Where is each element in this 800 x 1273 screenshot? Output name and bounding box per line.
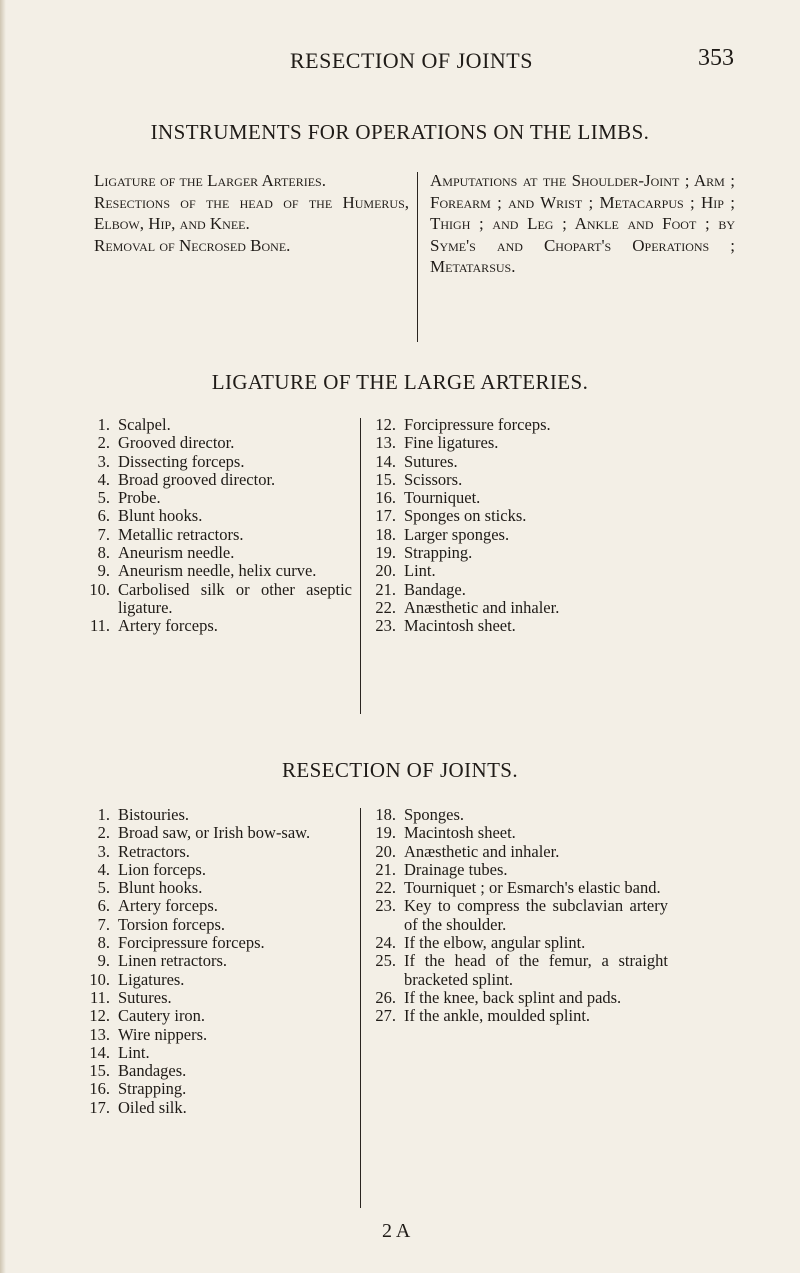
item-text: Metallic retractors. [118, 524, 244, 544]
list-item [82, 1080, 354, 1098]
list-item [82, 843, 354, 861]
list-item [82, 471, 352, 489]
item-text: Sponges on sticks. [404, 506, 527, 526]
item-text: Cautery iron. [118, 1006, 206, 1026]
list-item [82, 879, 354, 897]
item-number: 25. [375, 951, 396, 971]
item-number: 16. [375, 488, 396, 508]
ligature-list-left [82, 416, 352, 636]
item-number: 6. [97, 506, 110, 526]
list-item [368, 489, 648, 507]
list-item [368, 544, 648, 562]
column-divider [360, 418, 361, 714]
item-text: Strapping. [404, 543, 473, 563]
resection-list-left [82, 806, 354, 1117]
item-text: Artery forceps. [118, 896, 218, 916]
item-text: Anæsthetic and inhaler. [404, 597, 560, 617]
list-item [82, 916, 354, 934]
contents-entry: Resections of the head of the Humerus, Elbow, Hip, and Knee. [94, 192, 409, 233]
item-number: 2. [97, 823, 110, 843]
item-number: 21. [375, 579, 396, 599]
item-number: 7. [97, 524, 110, 544]
page-number: 353 [698, 45, 734, 71]
item-text: Strapping. [118, 1079, 187, 1099]
column-divider [360, 808, 361, 1208]
item-text: Oiled silk. [118, 1097, 187, 1117]
list-item [368, 434, 648, 452]
item-number: 2. [97, 433, 110, 453]
item-number: 3. [97, 451, 110, 471]
list-item [368, 952, 668, 989]
list-item [82, 861, 354, 879]
contents-left-column [94, 170, 409, 256]
item-number: 10. [89, 969, 110, 989]
list-item [82, 952, 354, 970]
item-text: Scalpel. [118, 415, 171, 434]
item-number: 9. [97, 951, 110, 971]
item-text: Torsion forceps. [118, 914, 225, 934]
list-item [82, 416, 352, 434]
list-item [82, 1026, 354, 1044]
item-text: Probe. [118, 488, 161, 508]
list-item [82, 526, 352, 544]
list-item [82, 544, 352, 562]
list-item [368, 416, 648, 434]
list-item [368, 599, 648, 617]
item-number: 20. [375, 841, 396, 861]
item-text: Artery forceps. [118, 616, 218, 636]
list-item [82, 617, 352, 635]
item-text: Macintosh sheet. [404, 616, 516, 636]
list-item [368, 824, 668, 842]
item-number: 19. [375, 823, 396, 843]
item-number: 14. [89, 1042, 110, 1062]
item-number: 10. [89, 579, 110, 599]
item-text: Sutures. [118, 987, 172, 1007]
item-number: 19. [375, 543, 396, 563]
item-number: 15. [89, 1061, 110, 1081]
item-text: Grooved director. [118, 433, 235, 453]
main-title: INSTRUMENTS FOR OPERATIONS ON THE LIMBS. [150, 120, 650, 144]
item-text: Anæsthetic and inhaler. [404, 841, 560, 861]
item-text: If the ankle, moulded splint. [404, 1006, 591, 1026]
item-number: 17. [89, 1097, 110, 1117]
signature-mark: 2 A [382, 1220, 411, 1242]
item-text: Bandage. [404, 579, 466, 599]
list-item [368, 897, 668, 934]
item-number: 3. [97, 841, 110, 861]
item-number: 9. [97, 561, 110, 581]
item-number: 27. [375, 1006, 396, 1026]
item-text: Bistouries. [118, 805, 190, 824]
item-number: 11. [89, 616, 110, 636]
item-text: Tourniquet ; or Esmarch's elastic band. [404, 878, 661, 898]
item-number: 18. [375, 805, 396, 824]
item-text: Sutures. [404, 451, 458, 471]
item-number: 23. [375, 896, 396, 916]
item-text: Retractors. [118, 841, 190, 861]
list-item [82, 1044, 354, 1062]
item-number: 4. [97, 469, 110, 489]
list-item [368, 861, 668, 879]
item-text: Broad saw, or Irish bow-saw. [118, 823, 311, 843]
item-text: Forcipressure forceps. [118, 933, 265, 953]
item-text: Forcipressure forceps. [404, 415, 551, 434]
item-number: 14. [375, 451, 396, 471]
resection-instrument-list [0, 806, 800, 1216]
item-number: 15. [375, 469, 396, 489]
item-text: Tourniquet. [404, 488, 481, 508]
item-text: Broad grooved director. [118, 469, 276, 489]
contents-entry: Amputations at the Shoulder-Joint ; Arm ; Forearm ; and Wrist ; Metacarpus ; Hip ; Thigh ; and Leg ; Ankle and Foot ; by Syme's and Chopart's Operations ; Metatarsus. [430, 171, 735, 276]
list-item [368, 471, 648, 489]
item-text: Key to compress the subclavian artery of the shoulder. [404, 896, 668, 934]
list-item [368, 617, 648, 635]
contents-block [94, 170, 744, 328]
list-item [368, 989, 668, 1007]
item-text: Drainage tubes. [404, 859, 508, 879]
item-text: Linen retractors. [118, 951, 228, 971]
item-text: Sponges. [404, 805, 465, 824]
list-item [82, 507, 352, 525]
item-number: 18. [375, 524, 396, 544]
item-text: Larger sponges. [404, 524, 510, 544]
section-title-ligature: LIGATURE OF THE LARGE ARTERIES. [211, 370, 589, 394]
item-number: 22. [375, 597, 396, 617]
item-text: Aneurism needle, helix curve. [118, 561, 317, 581]
item-number: 5. [97, 878, 110, 898]
list-item [82, 971, 354, 989]
item-text: Lint. [404, 561, 436, 581]
item-number: 26. [375, 987, 396, 1007]
item-number: 13. [375, 433, 396, 453]
item-text: Blunt hooks. [118, 878, 203, 898]
item-number: 22. [375, 878, 396, 898]
item-text: Aneurism needle. [118, 543, 235, 563]
item-number: 20. [375, 561, 396, 581]
list-item [368, 843, 668, 861]
item-number: 21. [375, 859, 396, 879]
list-item [368, 1007, 668, 1025]
running-head: RESECTION OF JOINTS [290, 48, 533, 73]
list-item [82, 1007, 354, 1025]
list-item [368, 934, 668, 952]
list-item [82, 989, 354, 1007]
item-number: 4. [97, 859, 110, 879]
list-item [82, 806, 354, 824]
item-text: Bandages. [118, 1061, 187, 1081]
ligature-instrument-list [0, 416, 800, 716]
section-title-resection: RESECTION OF JOINTS. [281, 758, 519, 782]
ligature-list-right [368, 416, 648, 636]
item-number: 16. [89, 1079, 110, 1099]
item-text: Fine ligatures. [404, 433, 499, 453]
list-item [82, 434, 352, 452]
item-text: If the head of the femur, a straight bracketed splint. [404, 951, 668, 989]
contents-entry: Removal of Necrosed Bone. [94, 235, 291, 255]
item-number: 1. [97, 805, 110, 824]
item-number: 7. [97, 914, 110, 934]
list-item [82, 581, 352, 618]
item-text: If the knee, back splint and pads. [404, 987, 622, 1007]
item-text: Macintosh sheet. [404, 823, 516, 843]
item-text: Blunt hooks. [118, 506, 203, 526]
item-number: 5. [97, 488, 110, 508]
item-number: 1. [97, 415, 110, 434]
item-number: 23. [375, 616, 396, 636]
item-number: 6. [97, 896, 110, 916]
list-item [82, 562, 352, 580]
item-number: 8. [97, 933, 110, 953]
list-item [82, 1062, 354, 1080]
list-item [82, 489, 352, 507]
item-number: 17. [375, 506, 396, 526]
list-item [368, 879, 668, 897]
item-number: 12. [375, 415, 396, 434]
item-text: Scissors. [404, 469, 463, 489]
item-text: If the elbow, angular splint. [404, 933, 586, 953]
item-number: 12. [89, 1006, 110, 1026]
item-text: Ligatures. [118, 969, 185, 989]
list-item [368, 806, 668, 824]
contents-right-column [430, 170, 735, 278]
item-number: 24. [375, 933, 396, 953]
list-item [82, 1099, 354, 1117]
item-text: Dissecting forceps. [118, 451, 245, 471]
item-number: 13. [89, 1024, 110, 1044]
item-text: Lion forceps. [118, 859, 206, 879]
list-item [368, 507, 648, 525]
list-item [82, 453, 352, 471]
item-text: Carbolised silk or other aseptic ligature. [118, 579, 352, 617]
item-number: 11. [89, 987, 110, 1007]
list-item [368, 562, 648, 580]
list-item [82, 824, 354, 842]
contents-entry: Ligature of the Larger Arteries. [94, 171, 326, 190]
list-item [368, 526, 648, 544]
resection-list-right [368, 806, 668, 1026]
list-item [368, 453, 648, 471]
item-number: 8. [97, 543, 110, 563]
column-divider [417, 172, 418, 342]
list-item [368, 581, 648, 599]
list-item [82, 897, 354, 915]
list-item [82, 934, 354, 952]
item-text: Lint. [118, 1042, 150, 1062]
item-text: Wire nippers. [118, 1024, 208, 1044]
